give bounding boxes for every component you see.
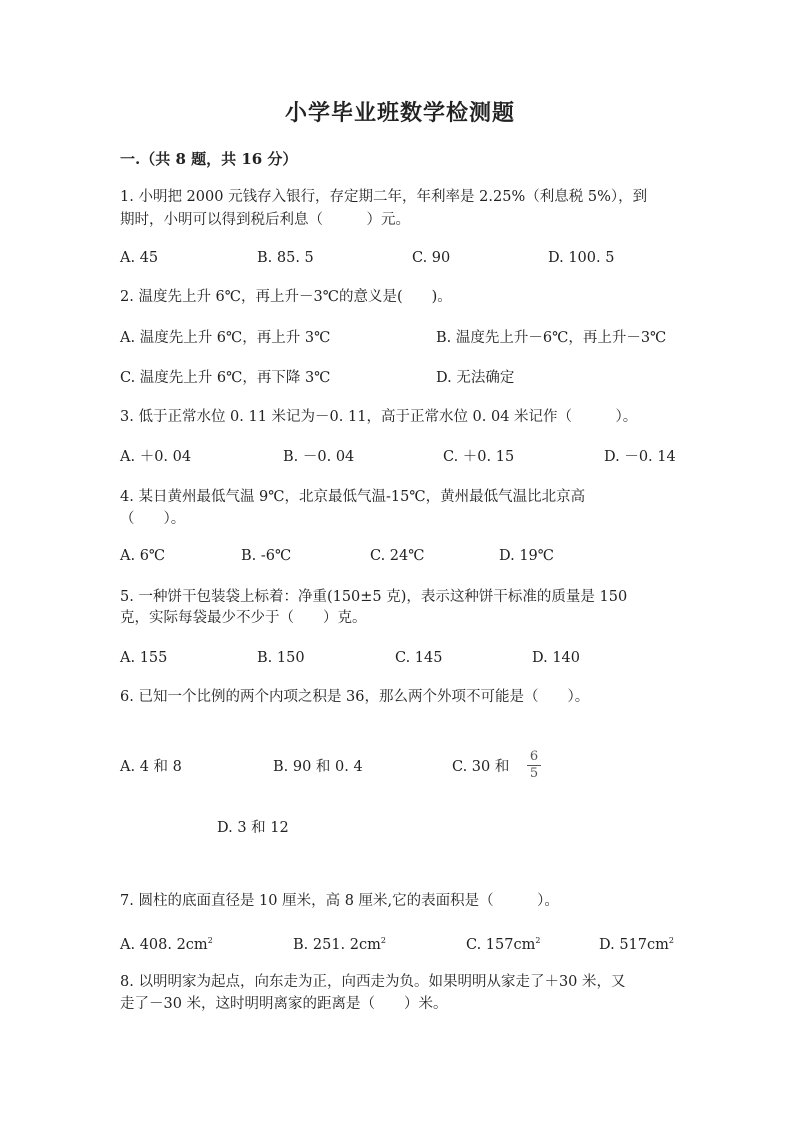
question-5-option-a: A. 155 (120, 650, 168, 666)
question-5-option-c: C. 145 (395, 650, 443, 666)
page-title: 小学毕业班数学检测题 (284, 100, 515, 126)
question-4-line-2: （ ）。 (120, 511, 186, 527)
question-1-line-2: 期时，小明可以得到税后利息（ ）元。 (120, 212, 410, 228)
question-3-option-b: B. －0. 04 (283, 449, 355, 465)
question-2-option-d: D. 无法确定 (436, 370, 515, 386)
unit-superscript: 2 (535, 936, 541, 945)
question-7-line-1: 7. 圆柱的底面直径是 10 厘米，高 8 厘米,它的表面积是（ ）。 (120, 893, 559, 909)
question-6-option-d: D. 3 和 12 (217, 820, 289, 836)
question-1-line-1: 1. 小明把 2000 元钱存入银行，存定期二年，年利率是 2.25%（利息税 5%），到 (120, 189, 648, 205)
question-7-option-b (293, 931, 386, 955)
fraction-denominator: 5 (529, 766, 539, 781)
question-6-line-1: 6. 已知一个比例的两个内项之积是 36，那么两个外项不可能是（ ）。 (120, 689, 590, 705)
question-2-option-b: B. 温度先上升－6℃，再上升－3℃ (436, 330, 667, 346)
question-7-option-a-text: A. 408. 2cm (120, 936, 208, 953)
question-1-option-b: B. 85. 5 (257, 250, 314, 266)
unit-superscript: 2 (207, 936, 213, 945)
question-1-option-a: A. 45 (120, 250, 159, 266)
question-3-option-a: A. ＋0. 04 (120, 449, 192, 465)
question-7-option-d-text: D. 517cm (599, 936, 669, 953)
question-7-option-a (120, 931, 213, 955)
question-3-option-d: D. －0. 14 (604, 449, 676, 465)
fraction-numerator: 6 (529, 749, 539, 764)
question-2-line-1: 2. 温度先上升 6℃，再上升－3℃的意义是( )。 (120, 289, 452, 305)
question-2-option-c: C. 温度先上升 6℃，再下降 3℃ (120, 370, 331, 386)
unit-superscript: 2 (668, 936, 674, 945)
question-5-option-d: D. 140 (532, 650, 581, 666)
question-4-option-b: B. -6℃ (241, 548, 292, 564)
section-heading: 一.（共 8 题，共 16 分） (120, 150, 298, 168)
question-3-option-c: C. ＋0. 15 (443, 449, 515, 465)
fraction-six-fifths (527, 750, 541, 781)
question-4-option-d: D. 19℃ (499, 548, 554, 564)
question-1-option-d: D. 100. 5 (548, 250, 615, 266)
question-6-option-c: C. 30 和 (452, 759, 510, 775)
question-6-option-a: A. 4 和 8 (120, 759, 182, 775)
unit-superscript: 2 (380, 936, 386, 945)
question-7-option-c (466, 931, 540, 955)
question-7-option-c-text: C. 157cm (466, 936, 536, 953)
question-7-option-d (599, 931, 674, 955)
question-5-line-2: 克，实际每袋最少不少于（ ）克。 (120, 610, 367, 626)
question-8-line-2: 走了－30 米，这时明明离家的距离是（ ）米。 (120, 996, 448, 1012)
question-5-option-b: B. 150 (257, 650, 305, 666)
question-6-option-b: B. 90 和 0. 4 (273, 759, 363, 775)
question-4-line-1: 4. 某日黄州最低气温 9℃，北京最低气温-15℃，黄州最低气温比北京高 (120, 489, 586, 505)
question-4-option-c: C. 24℃ (370, 548, 425, 564)
question-8-line-1: 8. 以明明家为起点，向东走为正，向西走为负。如果明明从家走了＋30 米，又 (120, 974, 626, 990)
question-7-option-b-text: B. 251. 2cm (293, 936, 381, 953)
question-3-line-1: 3. 低于正常水位 0. 11 米记为－0. 11，高于正常水位 0. 04 米记作（ ）。 (120, 409, 638, 425)
question-1-option-c: C. 90 (412, 250, 451, 266)
question-5-line-1: 5. 一种饼干包装袋上标着：净重(150±5 克)，表示这种饼干标准的质量是 150 (120, 589, 628, 605)
question-2-option-a: A. 温度先上升 6℃，再上升 3℃ (120, 330, 331, 346)
question-4-option-a: A. 6℃ (120, 548, 166, 564)
